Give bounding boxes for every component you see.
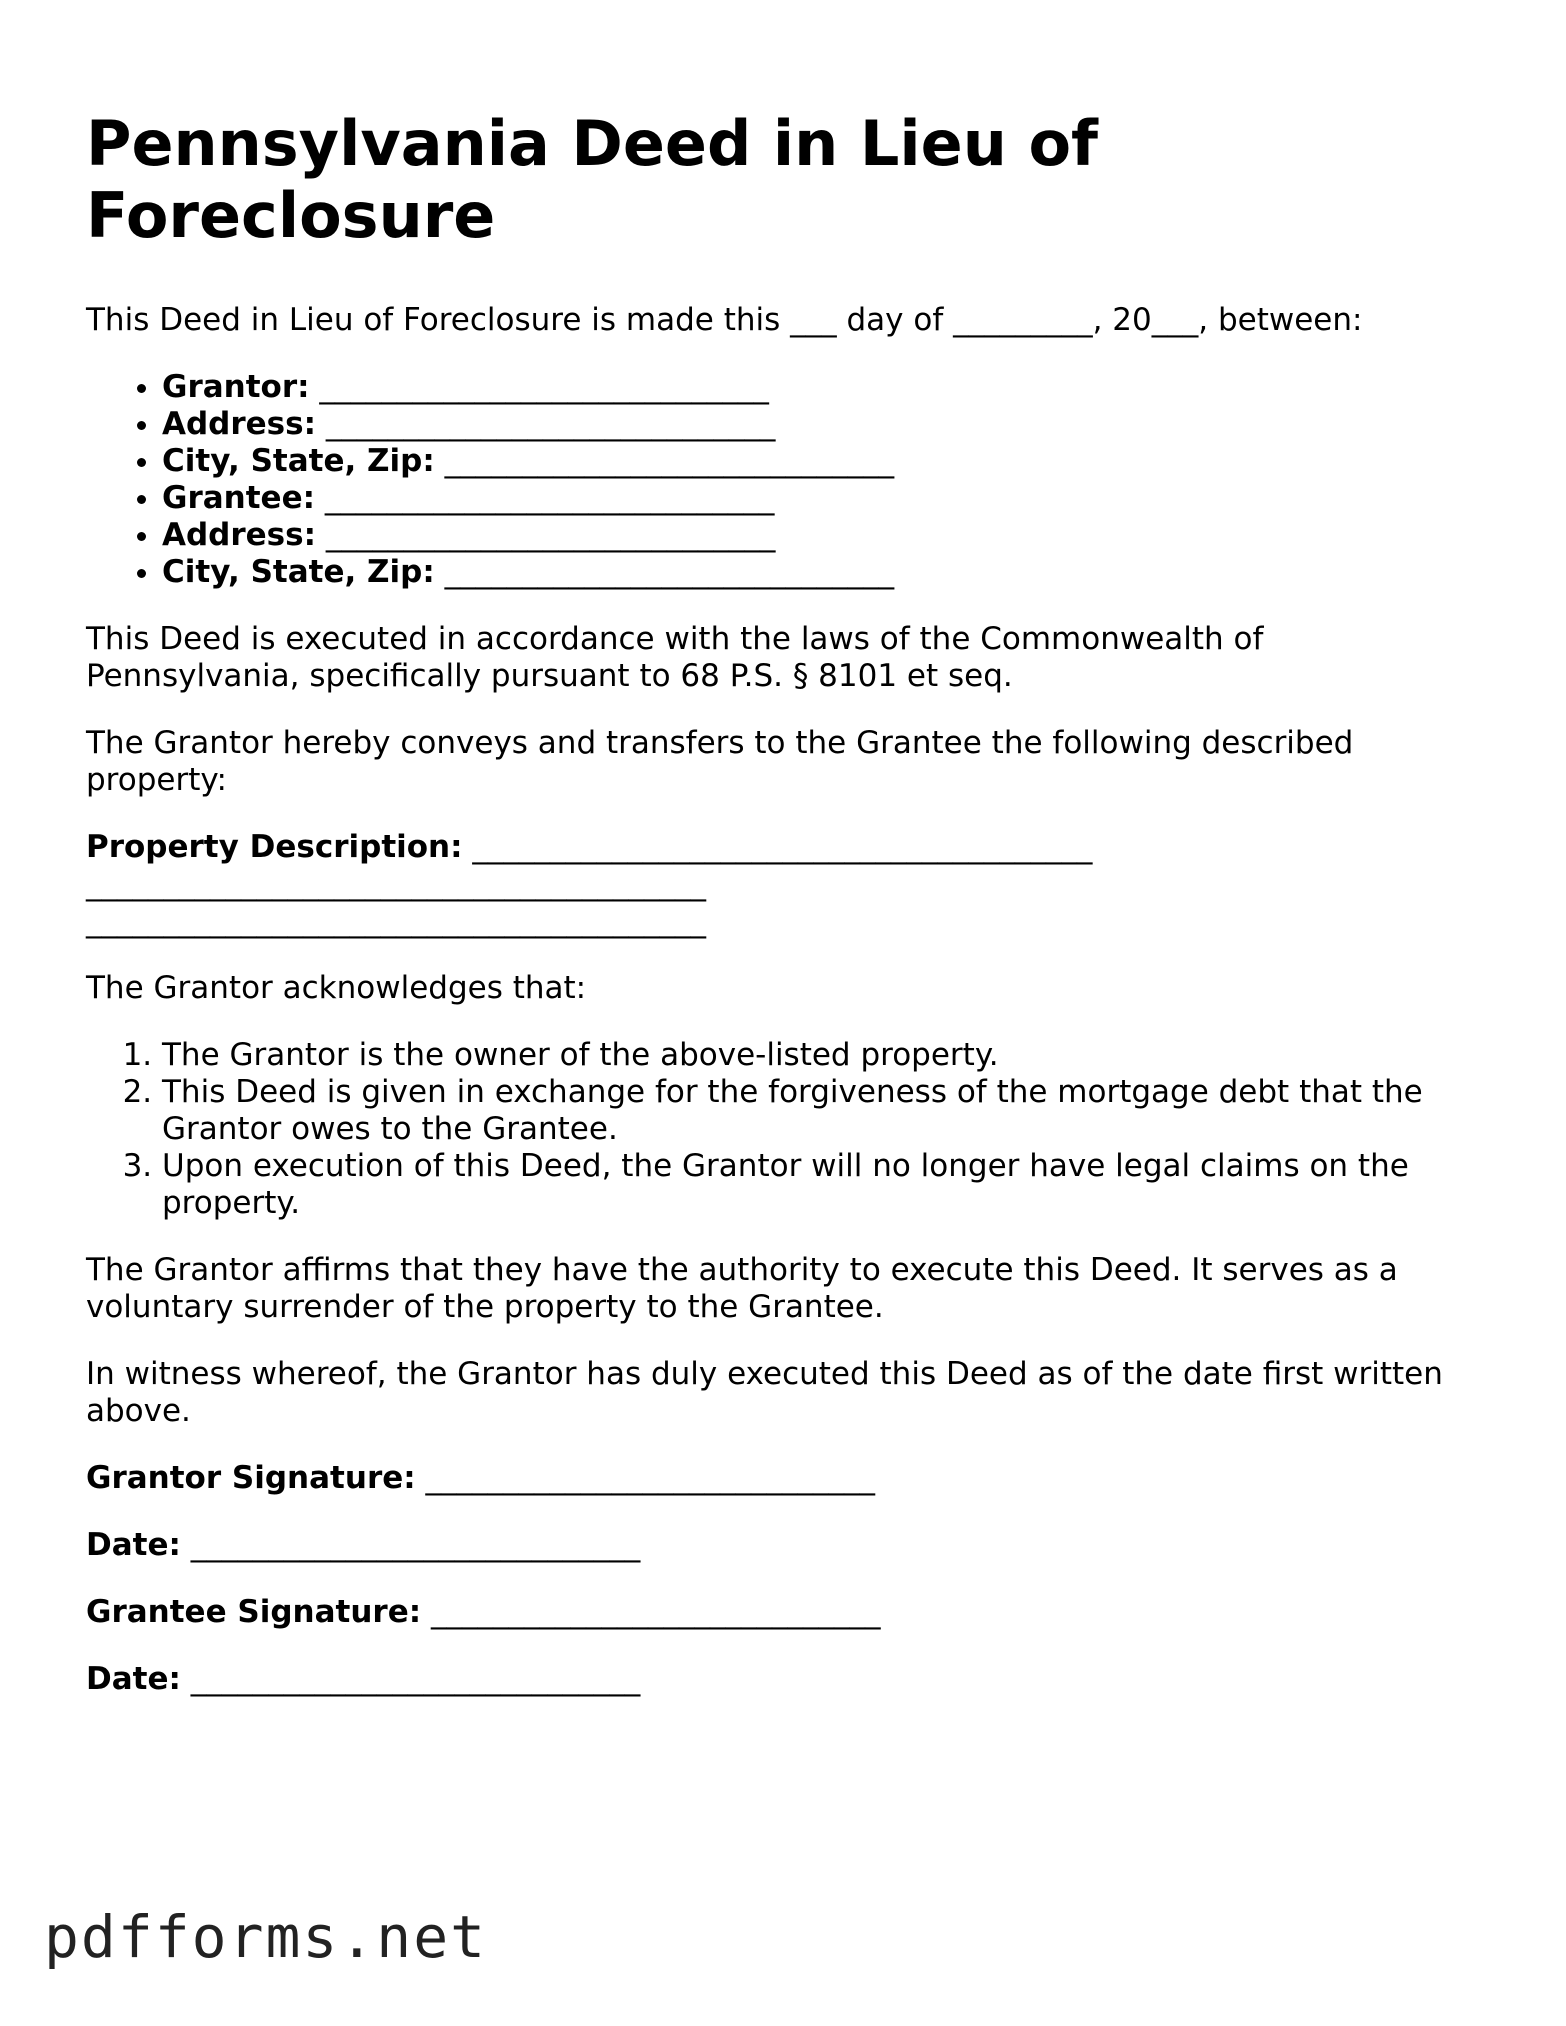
- grantor-signature-line: [86, 1460, 1486, 1497]
- document-page: [86, 108, 1486, 1728]
- acknowledgements-list: [86, 1037, 1486, 1222]
- party-grantee-city: [162, 554, 1486, 591]
- signature-blank[interactable]: _____________________________: [430, 1594, 881, 1630]
- intro-paragraph: This Deed in Lieu of Foreclosure is made this ___ day of _________, 20___, between:: [86, 302, 1363, 338]
- property-blank-3[interactable]: ________________________________________: [86, 903, 706, 939]
- parties-list: [86, 369, 1486, 591]
- footer-logo: pdfforms.net: [44, 1903, 488, 1971]
- party-blank[interactable]: _____________________________: [325, 517, 776, 553]
- signature-blank[interactable]: _____________________________: [190, 1661, 641, 1697]
- party-label: Address:: [162, 517, 316, 553]
- signature-label: Grantee Signature:: [86, 1594, 422, 1630]
- affirms-paragraph: The Grantor affirms that they have the authority to execute this Deed. It serves as a voluntary surrender of the property to the Grantee.: [86, 1252, 1398, 1325]
- signature-blank[interactable]: _____________________________: [190, 1527, 641, 1563]
- party-label: City, State, Zip:: [162, 554, 435, 590]
- property-blank-2[interactable]: ________________________________________: [86, 866, 706, 902]
- party-grantee-address: [162, 517, 1486, 554]
- party-blank[interactable]: _____________________________: [319, 369, 769, 405]
- party-label: Address:: [162, 406, 316, 442]
- acknowledges-intro: The Grantor acknowledges that:: [86, 970, 587, 1006]
- party-blank[interactable]: _____________________________: [444, 554, 895, 590]
- party-label: Grantee:: [162, 480, 315, 516]
- acknowledgement-item: 1. The Grantor is the owner of the above-listed property.: [162, 1037, 1486, 1074]
- property-description: [86, 829, 1486, 940]
- property-blank-1[interactable]: ________________________________________: [472, 829, 1093, 865]
- party-grantor: [162, 369, 1486, 406]
- grantee-signature-line: [86, 1594, 1486, 1631]
- signature-label: Date:: [86, 1661, 181, 1697]
- party-grantor-address: [162, 406, 1486, 443]
- document-title: Pennsylvania Deed in Lieu of Foreclosure: [86, 107, 1099, 252]
- party-label: Grantor:: [162, 369, 310, 405]
- party-blank[interactable]: _____________________________: [325, 406, 776, 442]
- signature-blank[interactable]: _____________________________: [425, 1460, 876, 1496]
- law-paragraph: This Deed is executed in accordance with the laws of the Commonwealth of Pennsylvania, specifically pursuant to 68 P.S. § 8101 et seq.: [86, 621, 1264, 694]
- acknowledgement-item: 3. Upon execution of this Deed, the Grantor will no longer have legal claims on the property.: [162, 1148, 1486, 1222]
- party-blank[interactable]: _____________________________: [444, 443, 895, 479]
- acknowledgement-item: 2. This Deed is given in exchange for the forgiveness of the mortgage debt that the Grantor owes to the Grantee.: [162, 1074, 1486, 1148]
- property-label: Property Description:: [86, 829, 463, 865]
- signature-label: Date:: [86, 1527, 181, 1563]
- grantee-date-line: [86, 1661, 1486, 1698]
- party-blank[interactable]: _____________________________: [324, 480, 775, 516]
- party-label: City, State, Zip:: [162, 443, 435, 479]
- grantor-date-line: [86, 1527, 1486, 1564]
- party-grantee: [162, 480, 1486, 517]
- witness-paragraph: In witness whereof, the Grantor has duly executed this Deed as of the date first written above.: [86, 1356, 1443, 1429]
- signature-label: Grantor Signature:: [86, 1460, 416, 1496]
- conveys-paragraph: The Grantor hereby conveys and transfers to the Grantee the following described property:: [86, 725, 1354, 798]
- party-grantor-city: [162, 443, 1486, 480]
